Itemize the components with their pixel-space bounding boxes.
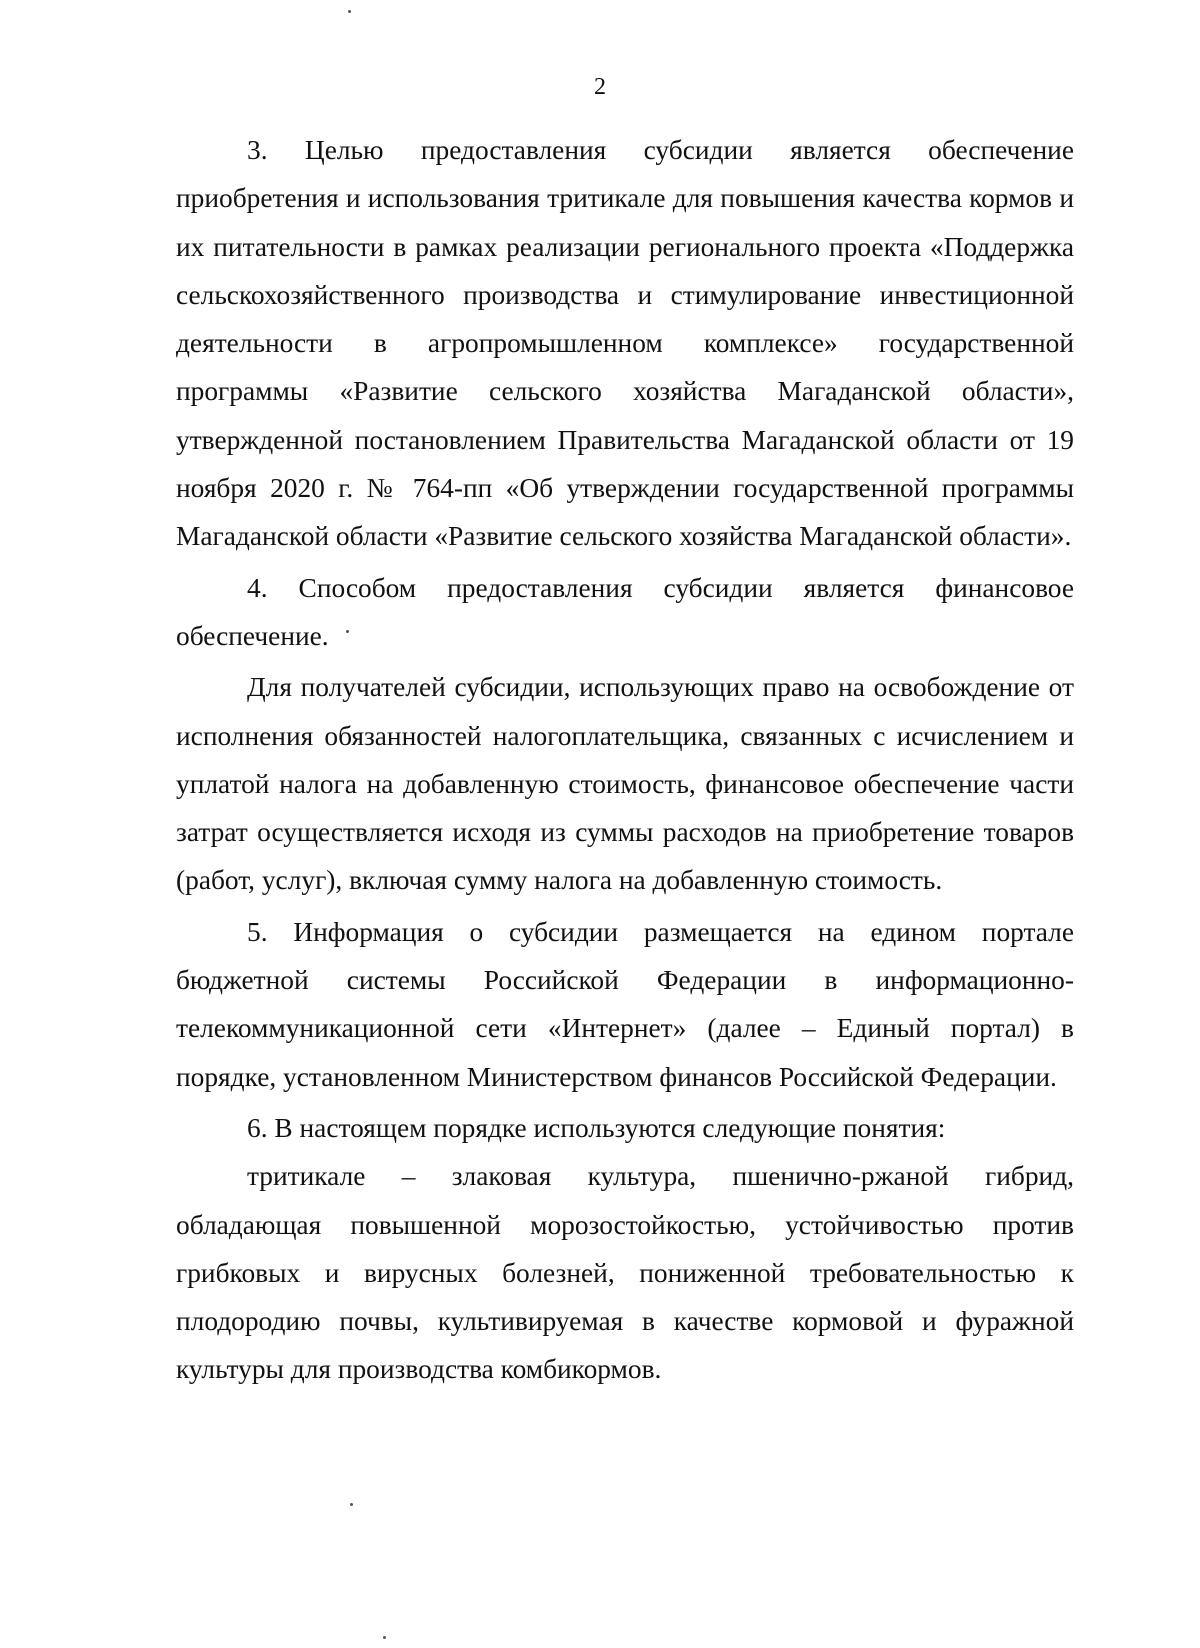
scan-speck bbox=[383, 1636, 386, 1639]
scan-speck bbox=[346, 630, 349, 633]
paragraph-triticale-definition: тритикале – злаковая культура, пшенично-ржаной гибрид, обладающая повышенной морозостойкостью, устойчивостью против грибковых и вирусных болезней, пониженной требовательностью к плодородию почвы, культивируемая в качестве кормовой и фуражной культуры для производства комбикормов. bbox=[176, 1161, 1074, 1385]
document-body bbox=[176, 126, 1074, 1394]
scan-speck bbox=[348, 10, 351, 13]
paragraph-definitions-intro: 6. В настоящем порядке используются следующие понятия: bbox=[247, 1112, 946, 1143]
paragraph-vat-exemption: Для получателей субсидии, использующих право на освобождение от исполнения обязанностей налогоплательщика, связанных с исчислением и уплатой налога на добавленную стоимость, финансовое обеспечение части затрат осуществляется исходя из суммы расходов на приобретение товаров (работ, услуг), включая сумму налога на добавленную стоимость. bbox=[176, 672, 1074, 896]
scan-speck bbox=[350, 1503, 353, 1506]
page-number: 2 bbox=[594, 74, 606, 100]
paragraph-purpose: 3. Целью предоставления субсидии является обеспечение приобретения и использования тритикале для повышения качества кормов и их питательности в рамках реализации регионального проекта «Поддержка сельскохозяйственного производства и стимулирование инвестиционной деятельности в агропромышленном комплексе» государственной программы «Развитие сельского хозяйства Магаданской области», утвержденной постановлением Правительства Магаданской области от 19 ноября 2020 г. № 764-пп «Об утверждении государственной программы Магаданской области «Развитие сельского хозяйства Магаданской области». bbox=[176, 135, 1074, 552]
paragraph-method: 4. Способом предоставления субсидии является финансовое обеспечение. bbox=[176, 572, 1074, 651]
paragraph-unified-portal: 5. Информация о субсидии размещается на едином портале бюджетной системы Российской Федерации в информационно-телекоммуникационной сети «Интернет» (далее – Единый портал) в порядке, установленном Министерством финансов Российской Федерации. bbox=[176, 916, 1074, 1092]
